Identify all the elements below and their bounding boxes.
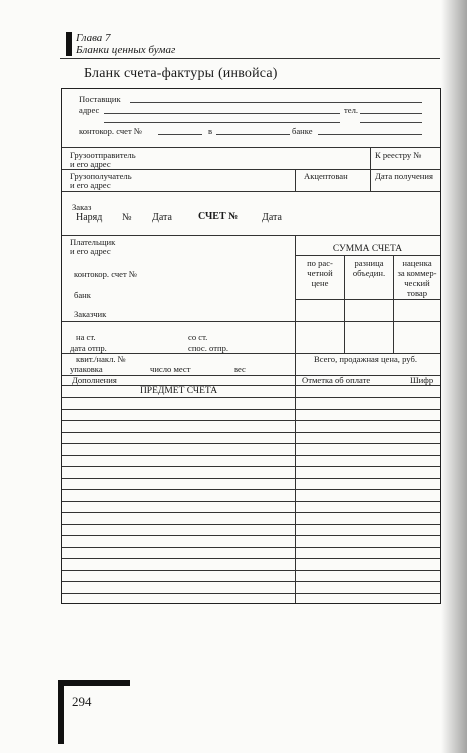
accepted-label: Акцептован bbox=[304, 171, 348, 181]
sum-col3-line3: ческий bbox=[404, 278, 430, 288]
work-order-label: Наряд bbox=[76, 212, 103, 223]
sum-col-estimated-price bbox=[296, 258, 344, 288]
rule-station-top bbox=[62, 321, 440, 322]
supplier-bank-line bbox=[318, 134, 422, 135]
subject-row-rule bbox=[62, 409, 440, 410]
pieces-label: число мест bbox=[150, 364, 191, 374]
sum-col2-line1: разница bbox=[354, 258, 384, 268]
subject-header-rule bbox=[62, 397, 440, 398]
subject-row-rule bbox=[62, 478, 440, 479]
supplier-line bbox=[130, 102, 422, 103]
supplier-in-label: в bbox=[208, 126, 213, 136]
payer-label-1: Плательщик bbox=[70, 237, 116, 247]
rule-payer-top bbox=[62, 235, 440, 236]
subject-row-rule bbox=[62, 432, 440, 433]
subject-row-rule bbox=[62, 512, 440, 513]
packing-label: упаковка bbox=[70, 364, 103, 374]
payer-bank-label: банк bbox=[74, 290, 91, 300]
supplier-phone-label: тел. bbox=[344, 105, 359, 115]
supplier-address-label: адрес bbox=[79, 105, 100, 115]
order-date-label: Дата bbox=[152, 212, 172, 223]
rule-subject-top bbox=[62, 385, 440, 386]
subject-row-rule bbox=[62, 581, 440, 582]
supplier-phone-line-2 bbox=[360, 122, 422, 123]
invoice-number-label: СЧЕТ № bbox=[198, 211, 239, 222]
invoice-form bbox=[61, 88, 441, 604]
subject-row-rule bbox=[62, 593, 440, 594]
total-price-label: Всего, продажная цена, руб. bbox=[314, 354, 417, 364]
chapter-title: Бланки ценных бумаг bbox=[76, 44, 176, 56]
payer-label-2: и его адрес bbox=[70, 246, 111, 256]
consignee-divider-2 bbox=[370, 169, 371, 191]
page-number: 294 bbox=[72, 694, 92, 709]
page-marker-horizontal bbox=[58, 680, 130, 686]
subject-row-rule bbox=[62, 501, 440, 502]
registry-label: К реестру № bbox=[375, 150, 422, 160]
supplier-phone-line bbox=[360, 113, 422, 114]
sum-col3-line4: товар bbox=[407, 288, 427, 298]
header-rule bbox=[60, 58, 440, 59]
supplier-account-label: контокор. счет № bbox=[79, 126, 143, 136]
consignee-label-1: Грузополучатель bbox=[70, 171, 132, 181]
sum-col3-line1: наценка bbox=[402, 258, 432, 268]
subject-row-rule bbox=[62, 443, 440, 444]
waybill-label: квит./накл. № bbox=[76, 354, 126, 364]
subject-label: ПРЕДМЕТ СЧЕТА bbox=[139, 386, 218, 396]
sum-value-rule bbox=[295, 299, 440, 300]
ship-method-label: спос. отпр. bbox=[188, 343, 229, 353]
payment-mark-label: Отметка об оплате bbox=[302, 375, 371, 385]
consignee-divider-1 bbox=[295, 169, 296, 191]
sum-header-rule bbox=[295, 255, 440, 256]
page-edge-shadow bbox=[441, 0, 467, 753]
to-station-label: на ст. bbox=[76, 332, 96, 342]
subject-row-rule bbox=[62, 524, 440, 525]
rule-order-top bbox=[62, 191, 440, 192]
page-marker-vertical bbox=[58, 680, 64, 744]
chapter-number: Глава 7 bbox=[76, 32, 111, 44]
supplier-bank-label: банке bbox=[292, 126, 313, 136]
chapter-marker-bar bbox=[66, 32, 72, 56]
sum-title: СУММА СЧЕТА bbox=[332, 244, 403, 254]
rule-consignee-top bbox=[62, 169, 440, 170]
subject-row-rule bbox=[62, 420, 440, 421]
supplier-address-line-2 bbox=[104, 122, 340, 123]
subject-row-rule bbox=[62, 547, 440, 548]
payer-account-label: контокор. счет № bbox=[74, 269, 138, 279]
weight-label: вес bbox=[234, 364, 246, 374]
sum-col2-line2: объедин. bbox=[352, 268, 386, 278]
work-order-no: № bbox=[122, 212, 132, 223]
subject-row-rule bbox=[62, 558, 440, 559]
supplier-address-line bbox=[104, 113, 340, 114]
subject-row-rule bbox=[62, 570, 440, 571]
order-label: Заказ bbox=[72, 202, 92, 212]
sum-col-difference bbox=[345, 258, 393, 278]
chapter-heading bbox=[76, 32, 175, 56]
subject-row-rule bbox=[62, 489, 440, 490]
shipper-label-2: и его адрес bbox=[70, 159, 111, 169]
receipt-date-label: Дата получения bbox=[375, 171, 433, 181]
supplier-account-line bbox=[158, 134, 202, 135]
shipper-divider bbox=[370, 147, 371, 169]
sum-col-markup bbox=[394, 258, 440, 298]
rule-additions-top bbox=[62, 375, 440, 376]
supplier-in-line bbox=[216, 134, 290, 135]
cipher-label: Шифр bbox=[410, 375, 434, 385]
ship-date-label: дата отпр. bbox=[70, 343, 107, 353]
subject-row-rule bbox=[62, 466, 440, 467]
sum-col1-line1: по рас- bbox=[307, 258, 333, 268]
additions-label: Дополнения bbox=[72, 375, 117, 385]
rule-shipper-top bbox=[62, 147, 440, 148]
shipper-label-1: Грузоотправитель bbox=[70, 150, 136, 160]
sum-col1-line3: цене bbox=[311, 278, 329, 288]
subject-row-rule bbox=[62, 455, 440, 456]
invoice-date-label: Дата bbox=[262, 212, 282, 223]
supplier-label: Поставщик bbox=[79, 94, 121, 104]
subject-row-rule bbox=[62, 535, 440, 536]
sum-col1-line2: четной bbox=[307, 268, 333, 278]
from-station-label: со ст. bbox=[188, 332, 208, 342]
form-title: Бланк счета-фактуры (инвойса) bbox=[84, 66, 278, 81]
sum-col3-line2: за коммер- bbox=[397, 268, 437, 278]
customer-label: Заказчик bbox=[74, 309, 107, 319]
consignee-label-2: и его адрес bbox=[70, 180, 111, 190]
